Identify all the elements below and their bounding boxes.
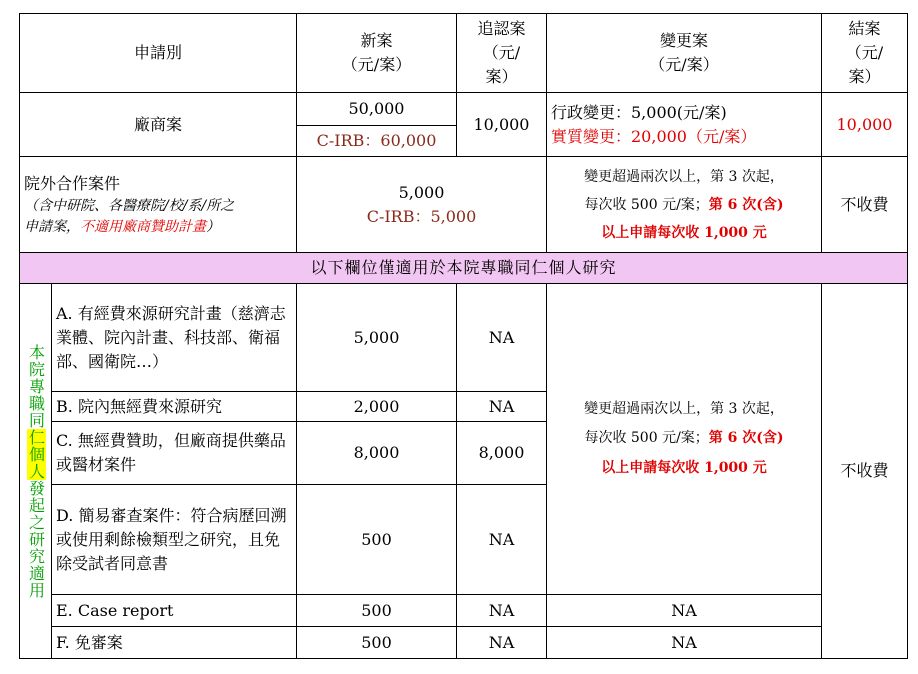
external-label-cell (20, 157, 297, 253)
row-a-title: 有經費來源研究計畫（慈濟志業體、院內計畫、科技部、衛福部、國衛院…） (56, 303, 286, 371)
vendor-row (20, 93, 908, 126)
vendor-change-cell (547, 93, 822, 157)
side-label-part1: 本院專職同 (26, 343, 46, 429)
external-change-1: 變更超過兩次以上，第 3 次起， (584, 168, 784, 185)
row-f-change: NA (547, 627, 822, 659)
row-f-letter: F. (56, 632, 70, 652)
side-label-cell (20, 284, 52, 659)
row-a-new: 5,000 (297, 284, 457, 392)
header-close (822, 14, 908, 93)
row-c-title-cell (52, 422, 297, 485)
vendor-close-fee: 10,000 (822, 93, 908, 157)
table-row (20, 595, 908, 627)
fee-table-wrapper (19, 13, 908, 659)
external-note-1: （含中研院、各醫療院/校/系/所之 (24, 197, 235, 214)
vendor-label: 廠商案 (133, 114, 182, 134)
vendor-change-substantive: 實質變更：20,000（元/案） (551, 126, 757, 146)
external-fee: 5,000 (398, 182, 445, 202)
row-e-letter: E. (56, 600, 73, 620)
row-b-letter: B. (56, 396, 73, 416)
row-b-title: 院內無經費來源研究 (77, 396, 222, 416)
header-close-unit-2: 案） (848, 67, 881, 86)
row-f-retro: NA (457, 627, 547, 659)
band-row (20, 253, 908, 284)
vendor-new-cirb: C-IRB：60,000 (297, 126, 457, 157)
internal-change-3: 以上申請每次收 1,000 元 (601, 459, 767, 476)
row-d-title-cell (52, 485, 297, 595)
row-e-change: NA (547, 595, 822, 627)
row-c-retro: 8,000 (457, 422, 547, 485)
internal-change-cell (547, 284, 822, 595)
row-c-title: 無經費贊助，但廠商提供藥品或醫材案件 (56, 431, 286, 474)
external-change-line2 (551, 191, 817, 219)
header-change (547, 14, 822, 93)
external-row (20, 157, 908, 253)
row-a-title-cell (52, 284, 297, 392)
external-change-3: 以上申請每次收 1,000 元 (601, 224, 767, 241)
row-e-title: Case report (77, 600, 174, 620)
row-f-title-cell (52, 627, 297, 659)
external-change-2a: 每次收 500 元/案； (584, 196, 709, 213)
row-d-retro: NA (457, 485, 547, 595)
header-type (20, 14, 297, 93)
header-close-label: 結案 (848, 19, 881, 38)
external-cirb: C-IRB：5,000 (366, 206, 477, 226)
row-e-title-cell (52, 595, 297, 627)
header-retro-unit-1: （元/ (482, 43, 521, 62)
external-fee-cell (297, 157, 547, 253)
external-change-2b: 第 6 次(含) (708, 196, 784, 213)
row-f-new: 500 (297, 627, 457, 659)
internal-change-line2 (551, 424, 817, 453)
row-b-retro: NA (457, 392, 547, 422)
internal-change-2a: 每次收 500 元/案； (584, 430, 709, 447)
row-a-retro: NA (457, 284, 547, 392)
row-c-new: 8,000 (297, 422, 457, 485)
header-change-unit: （元/案） (649, 55, 719, 74)
header-retro (457, 14, 547, 93)
internal-change-1: 變更超過兩次以上，第 3 次起， (584, 400, 784, 417)
side-label-part2: 仁個人 (26, 428, 46, 480)
header-type-label: 申請別 (133, 43, 182, 62)
fee-table (19, 13, 908, 659)
side-label-part3: 發起之研究適用 (26, 479, 46, 599)
table-row (20, 627, 908, 659)
external-note-2: 申請案， (24, 218, 80, 235)
vendor-new-fee: 50,000 (297, 93, 457, 126)
row-b-title-cell (52, 392, 297, 422)
header-close-unit-1: （元/ (845, 43, 884, 62)
header-new-unit: （元/案） (341, 55, 412, 74)
row-e-new: 500 (297, 595, 457, 627)
vendor-label-cell (20, 93, 297, 157)
header-retro-label: 追認案 (477, 19, 526, 38)
external-close: 不收費 (822, 157, 908, 253)
header-new-label: 新案 (360, 31, 393, 50)
row-d-title: 簡易審查案件：符合病歷回溯或使用剩餘檢類型之研究，且免除受試者同意書 (56, 505, 287, 573)
external-label: 院外合作案件 (24, 173, 121, 193)
external-note-line2 (24, 217, 292, 238)
row-d-new: 500 (297, 485, 457, 595)
row-c-letter: C. (56, 431, 73, 450)
row-a-letter: A. (56, 303, 73, 323)
header-change-label: 變更案 (659, 31, 708, 50)
vendor-retro-fee: 10,000 (457, 93, 547, 157)
vendor-change-admin: 行政變更：5,000(元/案) (551, 102, 727, 122)
header-retro-unit-2: 案） (485, 67, 518, 86)
internal-close: 不收費 (822, 284, 908, 659)
header-new (297, 14, 457, 93)
internal-change-2b: 第 6 次(含) (708, 430, 784, 447)
external-note-end: ） (206, 218, 220, 235)
side-label (25, 338, 47, 605)
row-d-letter: D. (56, 505, 74, 525)
row-f-title: 免審案 (74, 632, 123, 652)
header-row (20, 14, 908, 93)
band-text: 以下欄位僅適用於本院專職同仁個人研究 (20, 253, 908, 284)
table-row (20, 284, 908, 392)
external-change-cell (547, 157, 822, 253)
row-e-retro: NA (457, 595, 547, 627)
row-b-new: 2,000 (297, 392, 457, 422)
external-note-red: 不適用廠商贊助計畫 (80, 218, 206, 235)
